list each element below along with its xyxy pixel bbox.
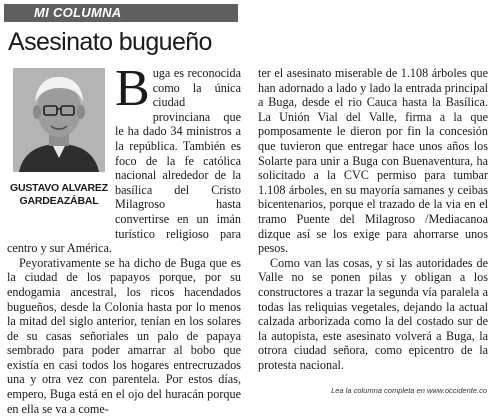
paragraph-four: Como van las cosas, y si las autoridades de Valle no se ponen pilas y obligan a los constructores a trazar la segunda vía paralela a todas las reliquias vegetales, dejando la actual calzada arborizada como la del costado sur de la autopista, este asesinato volverá a Buga, la otrora ciudad señora, como epicentro de la protesta nacional. [258, 255, 488, 372]
article-title: Asesinato bugueño [8, 28, 212, 56]
author-name-line2: GARDEAZÁBAL [19, 195, 99, 207]
author-name [7, 182, 111, 208]
drop-cap: B [115, 60, 150, 117]
paragraph-two: Peyorativamente se ha dicho de Buga que es la ciudad de los papayos porque, por su endogamia ancestral, los ricos hacendados bugueños, desde la Colonia hasta por lo menos la mitad del siglo anterior, tenían en los solares de su casas señoriales un palo de papaya sembrado para poder amarrar al bobo que existía en casi todos los hogares entrecruzados una y otra vez con parentela. Por estos días, empero, Buga está en el ojo del huracán porque en ella se va a come- [7, 255, 241, 416]
section-label: MI COLUMNA [4, 4, 238, 22]
footer-note: Lea la columna completa en www.occidente.co [331, 386, 487, 395]
author-block [7, 66, 111, 231]
author-name-line1: GUSTAVO ALVAREZ [10, 182, 108, 194]
article-column-left [7, 60, 241, 416]
paragraph-three: ter el asesinato miserable de 1.108 árboles que han adornado a lado y lado la entrada principal a Buga, desde el rio Cauca hasta la Basílica. La Unión Vial del Valle, firma a la que pomposamente le dieron por fin la concesión que tuvieron que entregar hace unos años los Solarte para unir a Buga con Buenaventura, ha solicitado a la CVC permiso para tumbar 1.108 árboles, en su mayoría samanes y ceibas bicentenarios, porque el trazado de la via en el tramo Puente del Milagroso /Mediacanoa dizque así se los exige para ahorrarse unos pesos. [258, 66, 488, 256]
paragraph-intro-text: uga es reconocida como la única ciudad provinciana que le ha dado 34 ministros a la república. También es foco de la fe católica nacional alrededor de la basílica del Cristo Milagroso hasta convertirse en un imán turístico religioso para centro y sur América. [7, 66, 241, 256]
article-column-right [258, 66, 488, 372]
author-portrait-photo [13, 68, 105, 172]
